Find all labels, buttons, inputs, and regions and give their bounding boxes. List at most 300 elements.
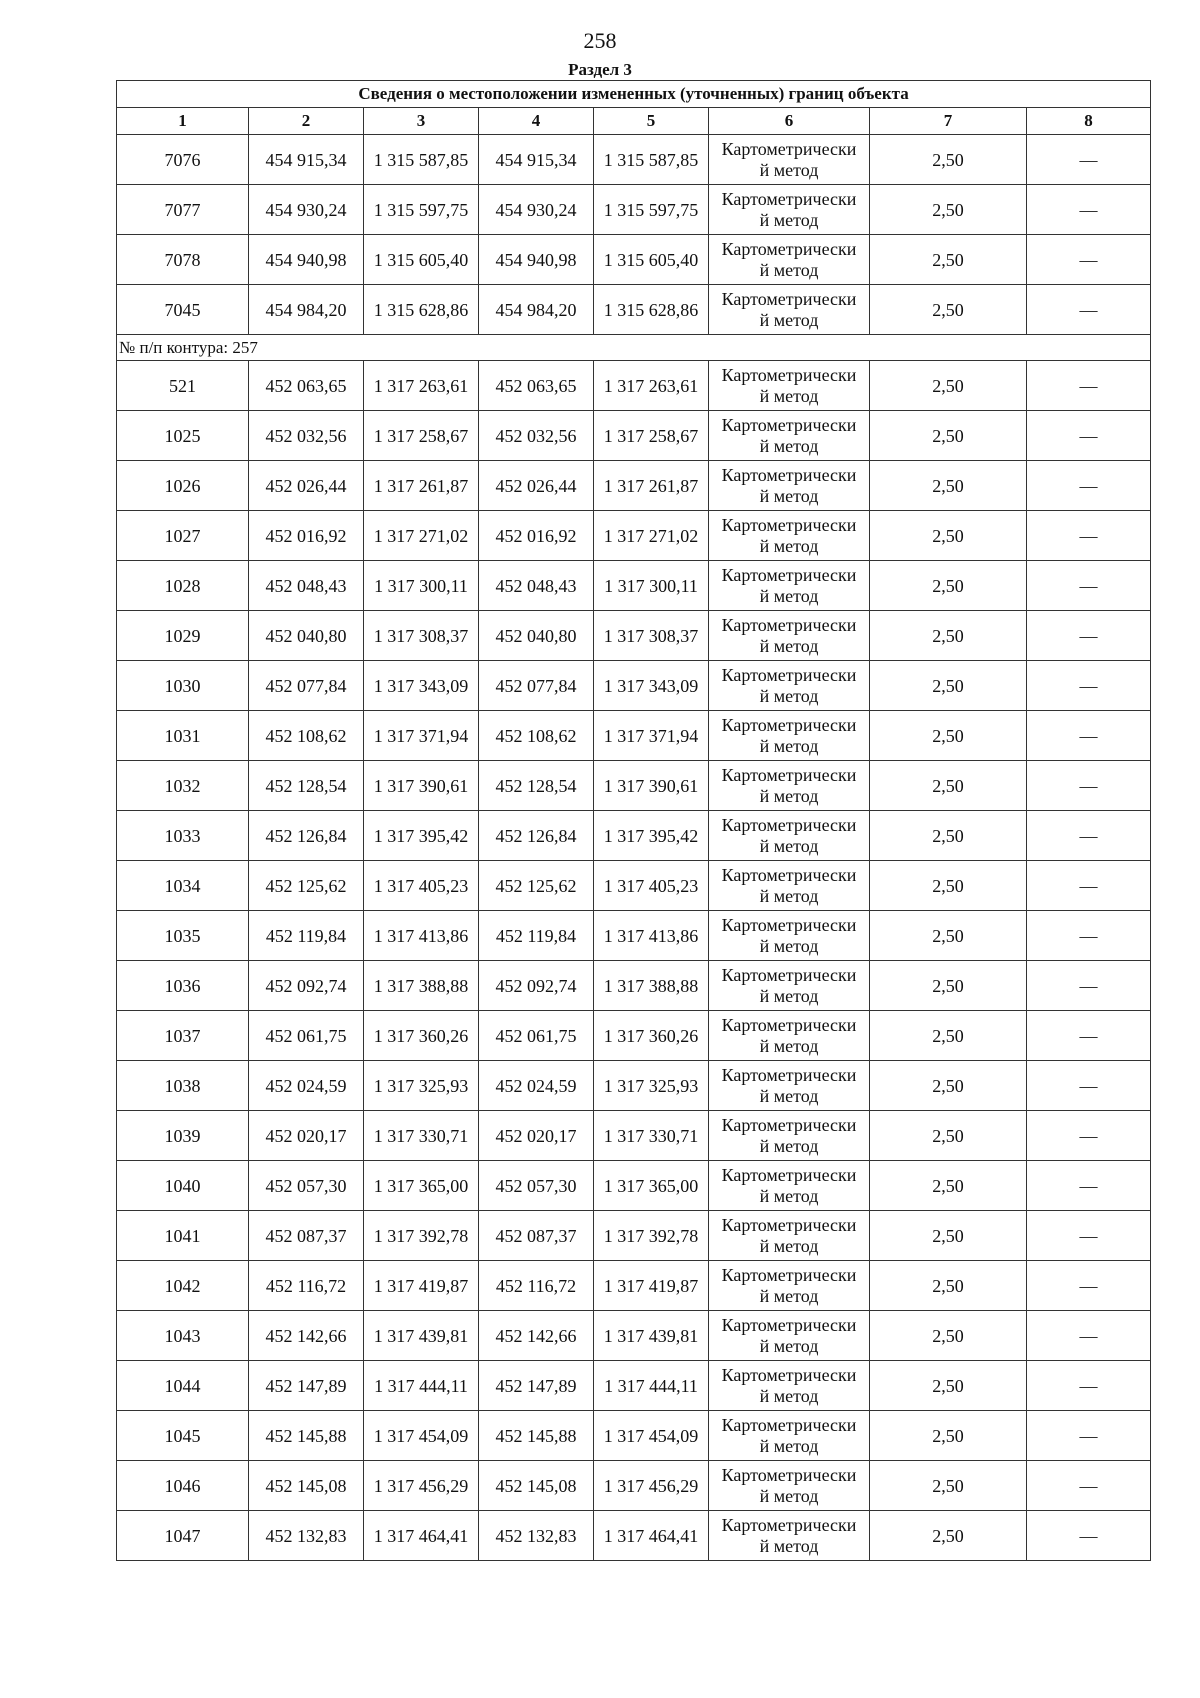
y-new-cell: 1 317 330,71 (594, 1111, 709, 1161)
x-old-cell: 452 147,89 (249, 1361, 364, 1411)
description-cell: — (1027, 861, 1151, 911)
method-line: й метод (759, 485, 819, 506)
accuracy-cell: 2,50 (870, 561, 1027, 611)
description-cell: — (1027, 561, 1151, 611)
y-new-cell: 1 317 263,61 (594, 361, 709, 411)
point-number-cell: 1036 (117, 961, 249, 1011)
x-new-cell: 454 915,34 (479, 135, 594, 185)
accuracy-cell: 2,50 (870, 711, 1027, 761)
x-new-cell: 452 077,84 (479, 661, 594, 711)
y-old-cell: 1 317 360,26 (364, 1011, 479, 1061)
method-cell (709, 1361, 870, 1411)
description-cell: — (1027, 361, 1151, 411)
method-line: й метод (759, 309, 819, 330)
x-new-cell: 452 020,17 (479, 1111, 594, 1161)
accuracy-cell: 2,50 (870, 761, 1027, 811)
y-new-cell: 1 317 413,86 (594, 911, 709, 961)
y-new-cell: 1 317 258,67 (594, 411, 709, 461)
table-row (117, 1261, 1151, 1311)
x-old-cell: 454 984,20 (249, 285, 364, 335)
point-number-cell: 1037 (117, 1011, 249, 1061)
method-line: й метод (759, 685, 819, 706)
column-header: 2 (249, 108, 364, 135)
x-new-cell: 452 087,37 (479, 1211, 594, 1261)
method-cell (709, 361, 870, 411)
description-cell: — (1027, 235, 1151, 285)
x-new-cell: 452 024,59 (479, 1061, 594, 1111)
description-cell: — (1027, 411, 1151, 461)
point-number-cell: 1044 (117, 1361, 249, 1411)
y-new-cell: 1 317 464,41 (594, 1511, 709, 1561)
point-number-cell: 1047 (117, 1511, 249, 1561)
accuracy-cell: 2,50 (870, 235, 1027, 285)
description-cell: — (1027, 1111, 1151, 1161)
accuracy-cell: 2,50 (870, 361, 1027, 411)
column-header-row (117, 108, 1151, 135)
y-new-cell: 1 317 261,87 (594, 461, 709, 511)
x-new-cell: 452 026,44 (479, 461, 594, 511)
x-old-cell: 452 125,62 (249, 861, 364, 911)
method-cell (709, 961, 870, 1011)
y-old-cell: 1 317 388,88 (364, 961, 479, 1011)
table-row (117, 1461, 1151, 1511)
description-cell: — (1027, 1161, 1151, 1211)
x-new-cell: 452 147,89 (479, 1361, 594, 1411)
accuracy-cell: 2,50 (870, 135, 1027, 185)
y-old-cell: 1 315 597,75 (364, 185, 479, 235)
method-line: Картометрически (721, 464, 857, 485)
description-cell: — (1027, 1461, 1151, 1511)
x-old-cell: 452 061,75 (249, 1011, 364, 1061)
y-new-cell: 1 317 343,09 (594, 661, 709, 711)
table-row (117, 1311, 1151, 1361)
method-line: Картометрически (721, 1464, 857, 1485)
table-row (117, 1011, 1151, 1061)
method-cell (709, 511, 870, 561)
description-cell: — (1027, 761, 1151, 811)
table-row (117, 711, 1151, 761)
x-old-cell: 452 024,59 (249, 1061, 364, 1111)
point-number-cell: 1031 (117, 711, 249, 761)
x-old-cell: 452 116,72 (249, 1261, 364, 1311)
point-number-cell: 1029 (117, 611, 249, 661)
method-cell (709, 1311, 870, 1361)
description-cell: — (1027, 1411, 1151, 1461)
y-old-cell: 1 317 413,86 (364, 911, 479, 961)
method-cell (709, 285, 870, 335)
method-line: Картометрически (721, 814, 857, 835)
y-old-cell: 1 317 371,94 (364, 711, 479, 761)
method-line: Картометрически (721, 1364, 857, 1385)
method-line: Картометрически (721, 1514, 857, 1535)
accuracy-cell: 2,50 (870, 1461, 1027, 1511)
description-cell: — (1027, 1311, 1151, 1361)
x-old-cell: 452 145,08 (249, 1461, 364, 1511)
y-new-cell: 1 317 300,11 (594, 561, 709, 611)
x-new-cell: 452 108,62 (479, 711, 594, 761)
point-number-cell: 7077 (117, 185, 249, 235)
y-old-cell: 1 317 390,61 (364, 761, 479, 811)
y-old-cell: 1 317 464,41 (364, 1511, 479, 1561)
x-new-cell: 452 145,88 (479, 1411, 594, 1461)
method-line: й метод (759, 1235, 819, 1256)
method-cell (709, 235, 870, 285)
method-cell (709, 811, 870, 861)
x-old-cell: 452 020,17 (249, 1111, 364, 1161)
x-new-cell: 452 145,08 (479, 1461, 594, 1511)
y-old-cell: 1 317 308,37 (364, 611, 479, 661)
point-number-cell: 1034 (117, 861, 249, 911)
column-header: 6 (709, 108, 870, 135)
x-new-cell: 452 016,92 (479, 511, 594, 561)
column-header: 1 (117, 108, 249, 135)
table-row (117, 461, 1151, 511)
method-line: Картометрически (721, 1264, 857, 1285)
y-old-cell: 1 317 365,00 (364, 1161, 479, 1211)
y-old-cell: 1 317 392,78 (364, 1211, 479, 1261)
y-old-cell: 1 317 454,09 (364, 1411, 479, 1461)
x-old-cell: 452 128,54 (249, 761, 364, 811)
y-old-cell: 1 317 439,81 (364, 1311, 479, 1361)
method-line: Картометрически (721, 664, 857, 685)
accuracy-cell: 2,50 (870, 1211, 1027, 1261)
x-new-cell: 452 116,72 (479, 1261, 594, 1311)
method-line: Картометрически (721, 1314, 857, 1335)
description-cell: — (1027, 661, 1151, 711)
accuracy-cell: 2,50 (870, 511, 1027, 561)
y-old-cell: 1 317 258,67 (364, 411, 479, 461)
description-cell: — (1027, 1211, 1151, 1261)
x-old-cell: 452 119,84 (249, 911, 364, 961)
y-new-cell: 1 317 405,23 (594, 861, 709, 911)
table-row (117, 1161, 1151, 1211)
y-new-cell: 1 317 371,94 (594, 711, 709, 761)
accuracy-cell: 2,50 (870, 1361, 1027, 1411)
method-line: й метод (759, 735, 819, 756)
description-cell: — (1027, 711, 1151, 761)
table-row (117, 135, 1151, 185)
description-cell: — (1027, 511, 1151, 561)
y-new-cell: 1 315 587,85 (594, 135, 709, 185)
method-line: й метод (759, 835, 819, 856)
method-line: Картометрически (721, 864, 857, 885)
accuracy-cell: 2,50 (870, 1261, 1027, 1311)
point-number-cell: 1038 (117, 1061, 249, 1111)
contour-row (117, 335, 1151, 361)
point-number-cell: 1035 (117, 911, 249, 961)
method-line: й метод (759, 1385, 819, 1406)
table-row (117, 1111, 1151, 1161)
method-cell (709, 611, 870, 661)
description-cell: — (1027, 1511, 1151, 1561)
method-line: Картометрически (721, 514, 857, 535)
method-line: й метод (759, 385, 819, 406)
method-cell (709, 185, 870, 235)
method-cell (709, 411, 870, 461)
table-row (117, 235, 1151, 285)
method-line: Картометрически (721, 1164, 857, 1185)
x-old-cell: 452 132,83 (249, 1511, 364, 1561)
accuracy-cell: 2,50 (870, 1411, 1027, 1461)
method-line: Картометрически (721, 414, 857, 435)
description-cell: — (1027, 1061, 1151, 1111)
method-line: Картометрически (721, 1064, 857, 1085)
description-cell: — (1027, 461, 1151, 511)
accuracy-cell: 2,50 (870, 461, 1027, 511)
x-old-cell: 452 016,92 (249, 511, 364, 561)
x-new-cell: 452 126,84 (479, 811, 594, 861)
x-old-cell: 452 126,84 (249, 811, 364, 861)
table-row (117, 285, 1151, 335)
y-new-cell: 1 317 360,26 (594, 1011, 709, 1061)
column-header: 4 (479, 108, 594, 135)
method-line: й метод (759, 1285, 819, 1306)
y-new-cell: 1 317 454,09 (594, 1411, 709, 1461)
method-line: й метод (759, 1535, 819, 1556)
method-line: Картометрически (721, 764, 857, 785)
description-cell: — (1027, 811, 1151, 861)
method-line: Картометрически (721, 238, 857, 259)
x-old-cell: 454 930,24 (249, 185, 364, 235)
y-new-cell: 1 315 628,86 (594, 285, 709, 335)
section-title: Раздел 3 (568, 60, 632, 79)
point-number-cell: 1043 (117, 1311, 249, 1361)
y-old-cell: 1 317 405,23 (364, 861, 479, 911)
method-cell (709, 1461, 870, 1511)
y-new-cell: 1 317 395,42 (594, 811, 709, 861)
point-number-cell: 1030 (117, 661, 249, 711)
accuracy-cell: 2,50 (870, 1161, 1027, 1211)
table-row (117, 1411, 1151, 1461)
page-number: 258 (583, 28, 617, 53)
description-cell: — (1027, 135, 1151, 185)
method-line: Картометрически (721, 614, 857, 635)
method-cell (709, 711, 870, 761)
point-number-cell: 7078 (117, 235, 249, 285)
column-header: 5 (594, 108, 709, 135)
method-line: й метод (759, 1435, 819, 1456)
x-new-cell: 452 063,65 (479, 361, 594, 411)
y-new-cell: 1 317 271,02 (594, 511, 709, 561)
point-number-cell: 1027 (117, 511, 249, 561)
y-new-cell: 1 317 419,87 (594, 1261, 709, 1311)
method-line: й метод (759, 209, 819, 230)
method-line: й метод (759, 1485, 819, 1506)
accuracy-cell: 2,50 (870, 411, 1027, 461)
description-cell: — (1027, 961, 1151, 1011)
y-new-cell: 1 317 365,00 (594, 1161, 709, 1211)
y-old-cell: 1 317 263,61 (364, 361, 479, 411)
point-number-cell: 1032 (117, 761, 249, 811)
x-old-cell: 452 077,84 (249, 661, 364, 711)
y-new-cell: 1 317 390,61 (594, 761, 709, 811)
point-number-cell: 1041 (117, 1211, 249, 1261)
accuracy-cell: 2,50 (870, 185, 1027, 235)
column-header: 7 (870, 108, 1027, 135)
method-cell (709, 1511, 870, 1561)
y-new-cell: 1 317 308,37 (594, 611, 709, 661)
method-line: Картометрически (721, 714, 857, 735)
x-new-cell: 452 048,43 (479, 561, 594, 611)
y-old-cell: 1 317 456,29 (364, 1461, 479, 1511)
point-number-cell: 7076 (117, 135, 249, 185)
y-new-cell: 1 317 456,29 (594, 1461, 709, 1511)
table-row (117, 1361, 1151, 1411)
y-old-cell: 1 317 343,09 (364, 661, 479, 711)
method-line: й метод (759, 1135, 819, 1156)
method-cell (709, 661, 870, 711)
accuracy-cell: 2,50 (870, 1011, 1027, 1061)
table-row (117, 661, 1151, 711)
method-cell (709, 861, 870, 911)
x-old-cell: 452 048,43 (249, 561, 364, 611)
method-line: Картометрически (721, 364, 857, 385)
y-new-cell: 1 317 439,81 (594, 1311, 709, 1361)
description-cell: — (1027, 1261, 1151, 1311)
accuracy-cell: 2,50 (870, 961, 1027, 1011)
method-line: й метод (759, 885, 819, 906)
table-row (117, 185, 1151, 235)
method-line: Картометрически (721, 138, 857, 159)
method-cell (709, 1411, 870, 1461)
point-number-cell: 1025 (117, 411, 249, 461)
method-line: й метод (759, 635, 819, 656)
method-line: й метод (759, 935, 819, 956)
method-cell (709, 761, 870, 811)
y-old-cell: 1 315 628,86 (364, 285, 479, 335)
x-old-cell: 454 940,98 (249, 235, 364, 285)
method-line: Картометрически (721, 1014, 857, 1035)
method-line: й метод (759, 1335, 819, 1356)
column-header: 8 (1027, 108, 1151, 135)
x-new-cell: 452 092,74 (479, 961, 594, 1011)
point-number-cell: 1045 (117, 1411, 249, 1461)
description-cell: — (1027, 185, 1151, 235)
method-line: й метод (759, 785, 819, 806)
method-line: Картометрически (721, 188, 857, 209)
accuracy-cell: 2,50 (870, 1511, 1027, 1561)
table-row (117, 961, 1151, 1011)
method-line: й метод (759, 985, 819, 1006)
method-cell (709, 1161, 870, 1211)
x-old-cell: 452 142,66 (249, 1311, 364, 1361)
table-row (117, 1211, 1151, 1261)
y-new-cell: 1 317 392,78 (594, 1211, 709, 1261)
point-number-cell: 1028 (117, 561, 249, 611)
accuracy-cell: 2,50 (870, 285, 1027, 335)
boundary-coordinates-table (116, 80, 1151, 1561)
y-new-cell: 1 315 605,40 (594, 235, 709, 285)
method-line: й метод (759, 1035, 819, 1056)
x-old-cell: 452 057,30 (249, 1161, 364, 1211)
y-old-cell: 1 317 271,02 (364, 511, 479, 561)
description-cell: — (1027, 285, 1151, 335)
table-row (117, 561, 1151, 611)
table-body (117, 135, 1151, 1561)
accuracy-cell: 2,50 (870, 1061, 1027, 1111)
method-line: Картометрически (721, 1214, 857, 1235)
method-line: Картометрически (721, 1414, 857, 1435)
y-old-cell: 1 317 325,93 (364, 1061, 479, 1111)
point-number-cell: 1040 (117, 1161, 249, 1211)
x-old-cell: 452 063,65 (249, 361, 364, 411)
x-new-cell: 454 940,98 (479, 235, 594, 285)
point-number-cell: 521 (117, 361, 249, 411)
y-old-cell: 1 317 395,42 (364, 811, 479, 861)
table-row (117, 511, 1151, 561)
point-number-cell: 1042 (117, 1261, 249, 1311)
y-old-cell: 1 317 330,71 (364, 1111, 479, 1161)
method-line: Картометрически (721, 914, 857, 935)
table-row (117, 761, 1151, 811)
method-line: й метод (759, 159, 819, 180)
point-number-cell: 7045 (117, 285, 249, 335)
table-row (117, 811, 1151, 861)
table-row (117, 1511, 1151, 1561)
table-row (117, 861, 1151, 911)
x-old-cell: 454 915,34 (249, 135, 364, 185)
accuracy-cell: 2,50 (870, 911, 1027, 961)
y-new-cell: 1 317 388,88 (594, 961, 709, 1011)
method-cell (709, 1061, 870, 1111)
method-cell (709, 561, 870, 611)
y-old-cell: 1 315 605,40 (364, 235, 479, 285)
y-new-cell: 1 317 325,93 (594, 1061, 709, 1111)
x-old-cell: 452 032,56 (249, 411, 364, 461)
point-number-cell: 1026 (117, 461, 249, 511)
y-old-cell: 1 317 419,87 (364, 1261, 479, 1311)
description-cell: — (1027, 611, 1151, 661)
x-new-cell: 452 061,75 (479, 1011, 594, 1061)
method-cell (709, 1011, 870, 1061)
table-row (117, 1061, 1151, 1111)
column-header: 3 (364, 108, 479, 135)
x-new-cell: 452 142,66 (479, 1311, 594, 1361)
description-cell: — (1027, 911, 1151, 961)
point-number-cell: 1039 (117, 1111, 249, 1161)
table-caption: Сведения о местоположении измененных (уточненных) границ объекта (117, 81, 1151, 108)
method-line: й метод (759, 435, 819, 456)
accuracy-cell: 2,50 (870, 611, 1027, 661)
x-old-cell: 452 108,62 (249, 711, 364, 761)
method-line: Картометрически (721, 964, 857, 985)
accuracy-cell: 2,50 (870, 861, 1027, 911)
x-new-cell: 452 119,84 (479, 911, 594, 961)
method-line: й метод (759, 1085, 819, 1106)
method-line: й метод (759, 585, 819, 606)
description-cell: — (1027, 1361, 1151, 1411)
x-new-cell: 452 040,80 (479, 611, 594, 661)
method-cell (709, 911, 870, 961)
x-new-cell: 452 132,83 (479, 1511, 594, 1561)
y-new-cell: 1 317 444,11 (594, 1361, 709, 1411)
accuracy-cell: 2,50 (870, 661, 1027, 711)
x-old-cell: 452 145,88 (249, 1411, 364, 1461)
method-cell (709, 135, 870, 185)
y-old-cell: 1 317 300,11 (364, 561, 479, 611)
y-old-cell: 1 317 444,11 (364, 1361, 479, 1411)
table-row (117, 361, 1151, 411)
contour-label: № п/п контура: 257 (117, 335, 1151, 361)
point-number-cell: 1046 (117, 1461, 249, 1511)
method-line: Картометрически (721, 288, 857, 309)
x-new-cell: 454 930,24 (479, 185, 594, 235)
table-row (117, 411, 1151, 461)
x-new-cell: 452 057,30 (479, 1161, 594, 1211)
x-old-cell: 452 026,44 (249, 461, 364, 511)
description-cell: — (1027, 1011, 1151, 1061)
x-old-cell: 452 092,74 (249, 961, 364, 1011)
